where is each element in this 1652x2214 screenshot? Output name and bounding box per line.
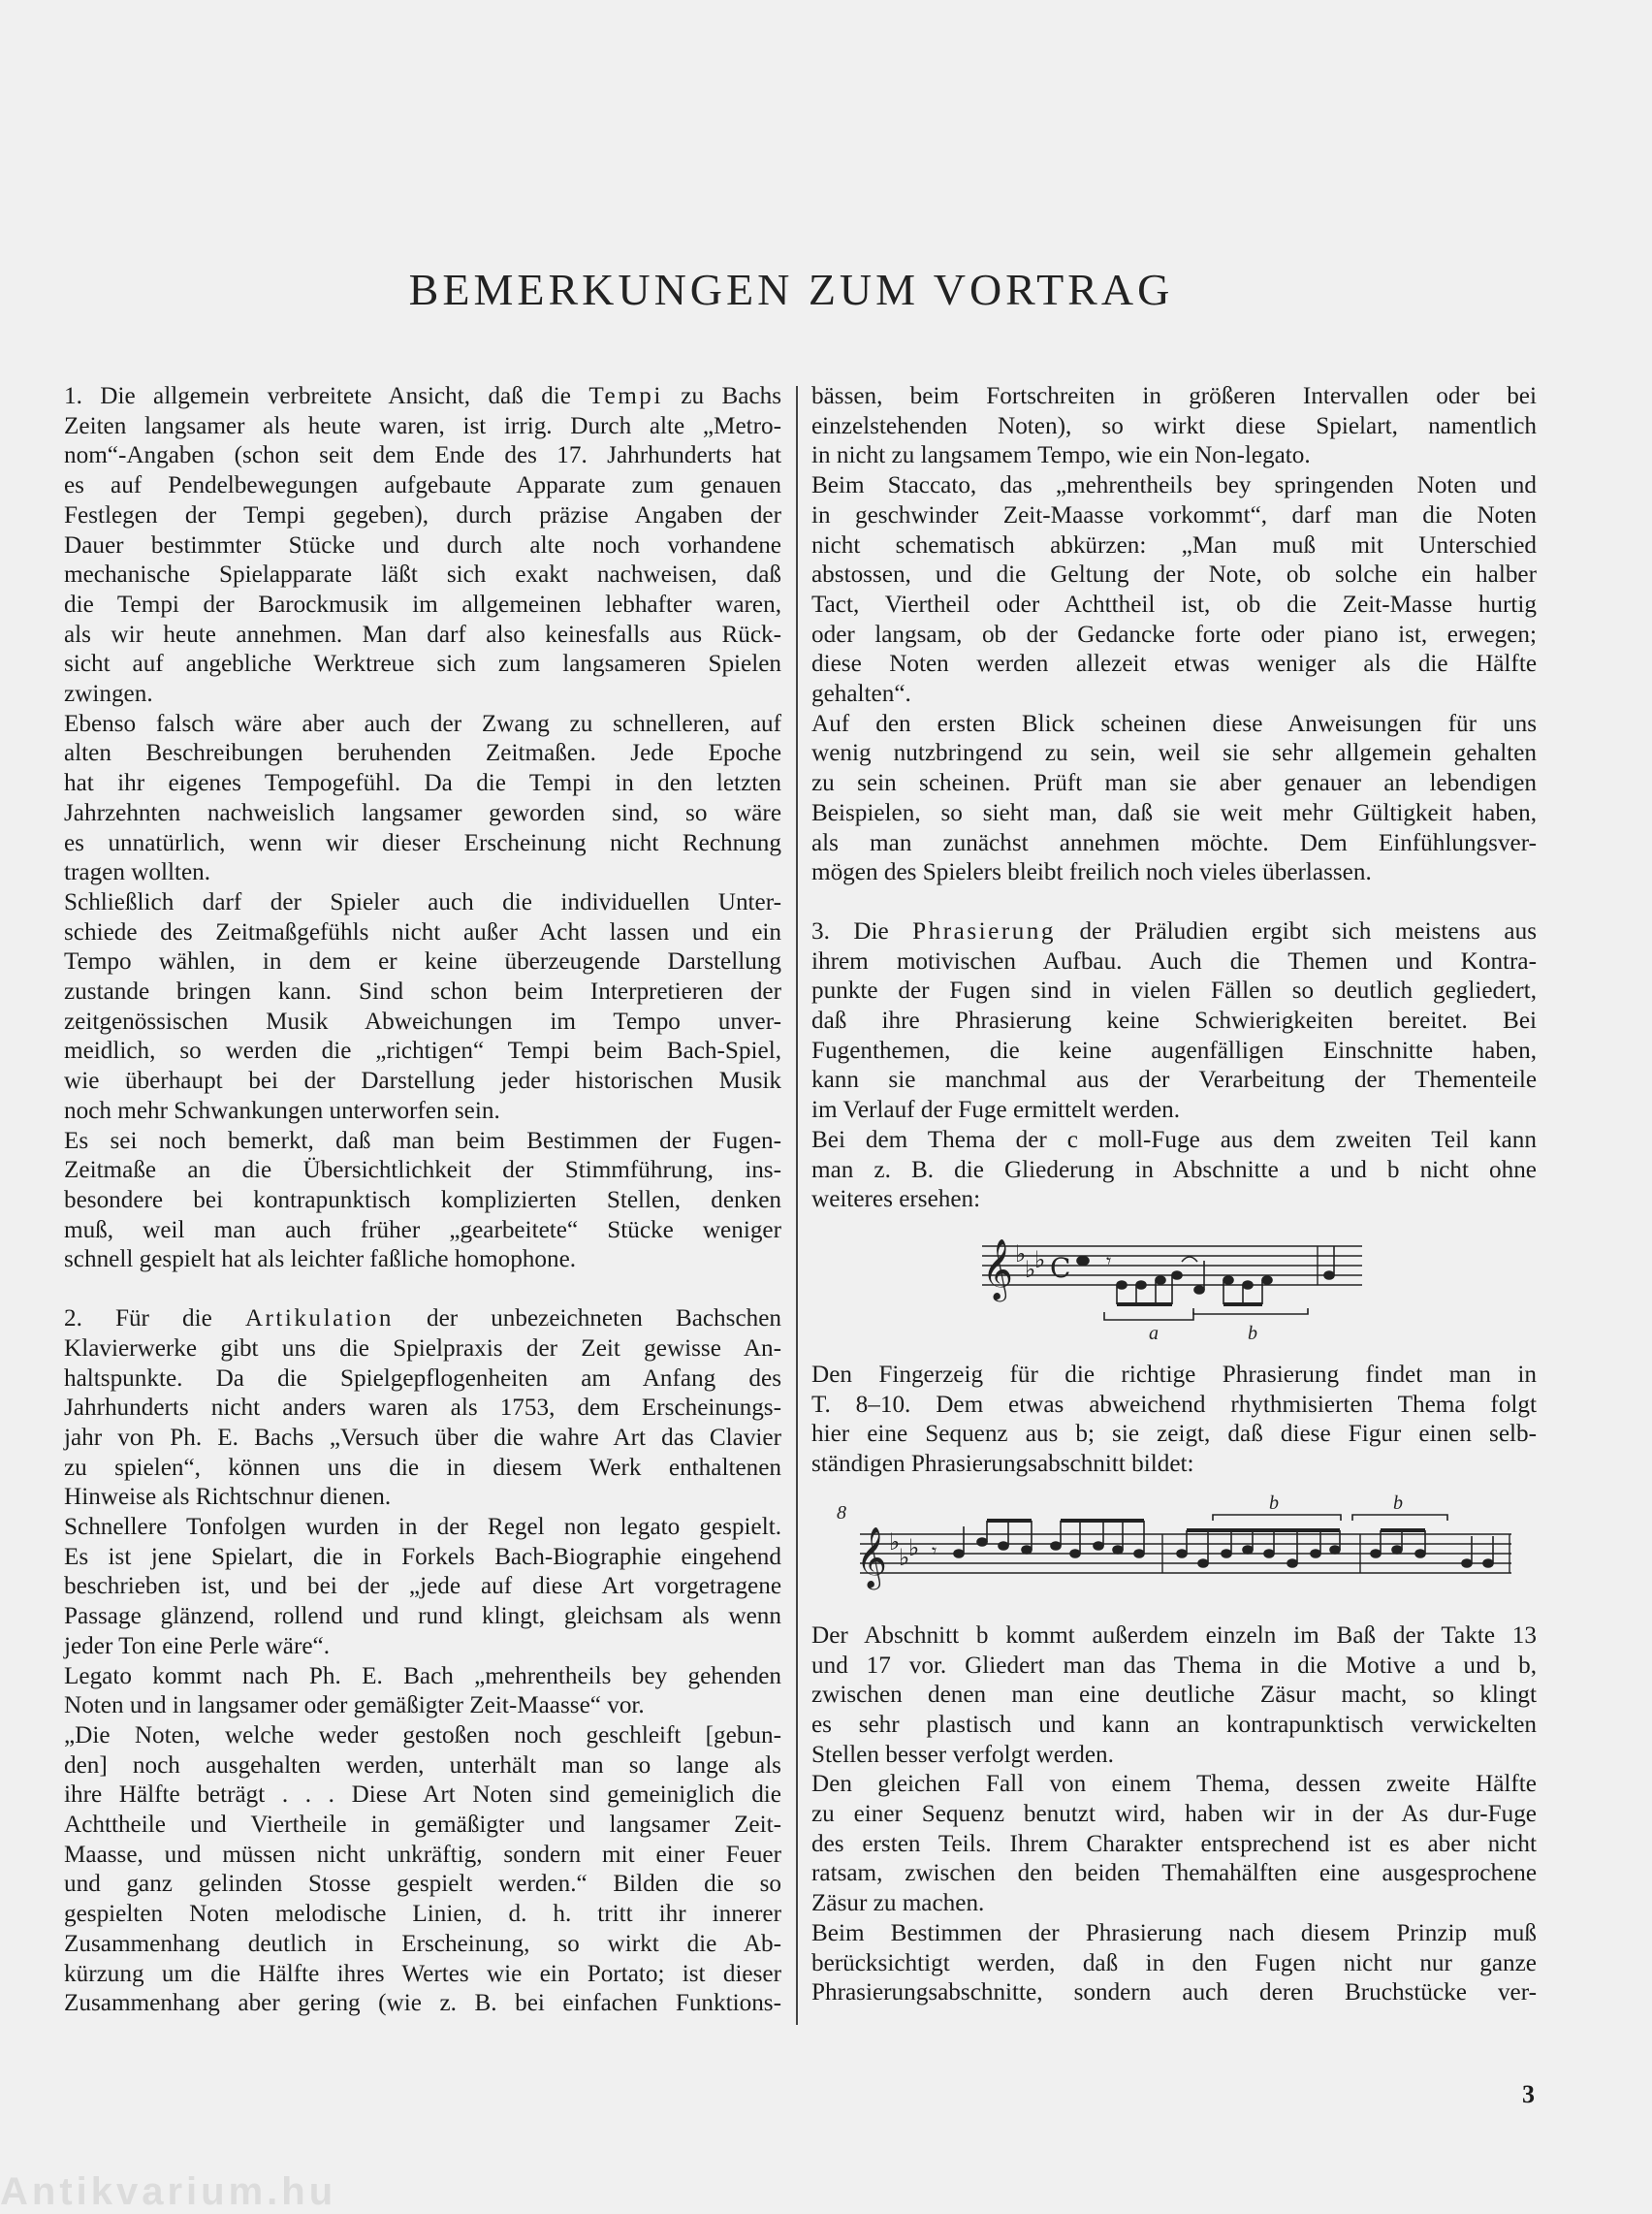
- text-line: als wir heute annehmen. Man darf also keinesfalls aus Rück-: [64, 621, 781, 648]
- text-line: Es ist jene Spielart, die in Forkels Bach-Biographie eingehend: [64, 1543, 781, 1570]
- text-line: Zeiten langsamer als heute waren, ist irrig. Durch alte „Metro-: [64, 412, 781, 439]
- svg-text:♭: ♭: [889, 1527, 901, 1556]
- svg-text:𝄞: 𝄞: [982, 1237, 1013, 1300]
- text-line: hat ihr eigenes Tempogefühl. Da die Tempi in den letzten: [64, 770, 781, 797]
- text-line: Auf den ersten Blick scheinen diese Anweisungen für uns: [811, 710, 1537, 737]
- text-line: mögen des Spielers bleibt freilich noch vieles überlassen.: [811, 859, 1372, 886]
- text-line: Den gleichen Fall von einem Thema, dessen zweite Hälfte: [811, 1771, 1537, 1798]
- right-column: [811, 382, 1537, 2008]
- text-line: Beim Bestimmen der Phrasierung nach diesem Prinzip muß: [811, 1919, 1537, 1946]
- text-line: zu sein scheinen. Prüft man sie aber genauer an lebendigen: [811, 770, 1537, 797]
- paragraph-gap: [811, 888, 1537, 917]
- text-line: Zusammenhang deutlich in Erscheinung, so wirkt die Ab-: [64, 1930, 781, 1957]
- text-line: abstossen, und die Geltung der Note, ob solche ein halber: [811, 562, 1537, 589]
- text-line: sicht auf angebliche Werktreue sich zum langsameren Spielen: [64, 651, 781, 678]
- text-line: Stellen besser verfolgt werden.: [811, 1741, 1114, 1768]
- text-line: ratsam, zwischen den beiden Themahälften eine ausgesprochene: [811, 1860, 1537, 1887]
- text-line: diese Noten werden allezeit etwas weniger als die Hälfte: [811, 651, 1537, 678]
- text-line: Dauer bestimmter Stücke und durch alte noch vorhandene: [64, 531, 781, 559]
- text-line: „Die Noten, welche weder gestoßen noch geschleift [gebun-: [64, 1721, 781, 1749]
- text-line: den] noch ausgehalten werden, unterhält man so lange als: [64, 1751, 781, 1779]
- text-line: nicht schematisch abkürzen: „Man muß mit Unterschied: [811, 531, 1537, 559]
- text-line: gespielten Noten melodische Linien, d. h. tritt ihr innerer: [64, 1901, 781, 1928]
- text-line: Festlegen der Tempi gegeben), durch präzise Angaben der: [64, 501, 781, 529]
- text-line: Passage glänzend, rollend und rund klingt, gleichsam als wenn: [64, 1603, 781, 1630]
- text-line: zeitgenössischen Musik Abweichungen im Tempo unver-: [64, 1008, 781, 1035]
- text-line: mechanische Spielapparate läßt sich exakt nachweisen, daß: [64, 562, 781, 589]
- text-line: meidlich, so werden die „richtigen“ Tempi beim Bach-Spiel,: [64, 1038, 781, 1065]
- text-line: in geschwinder Zeit-Maasse vorkommt“, darf man die Noten: [811, 501, 1537, 529]
- paragraph-gap: [64, 1275, 781, 1304]
- page-title: BEMERKUNGEN ZUM VORTRAG: [408, 265, 1174, 314]
- text-line: zustande bringen kann. Sind schon beim Interpretieren der: [64, 979, 781, 1006]
- page-number: 3: [1522, 2080, 1535, 2108]
- text-line: Noten und in langsamer oder gemäßigter Zeit-Maasse“ vor.: [64, 1692, 645, 1719]
- text-line: es auf Pendelbewegungen aufgebaute Apparate zum genauen: [64, 472, 781, 499]
- text-line: ihre Hälfte beträgt . . . Diese Art Noten sind gemeiniglich die: [64, 1781, 781, 1809]
- text-line: zwischen denen man eine deutliche Zäsur macht, so klingt: [811, 1682, 1537, 1709]
- text-line: hier eine Sequenz aus b; sie zeigt, daß diese Figur einen selb-: [811, 1421, 1537, 1448]
- music-example-fugue-theme: [978, 1227, 1366, 1341]
- text-line: Es sei noch bemerkt, daß man beim Bestimmen der Fugen-: [64, 1127, 781, 1154]
- text-line: nom“-Angaben (schon seit dem Ende des 17. Jahrhunderts hat: [64, 442, 781, 469]
- text-line: Tempo wählen, in dem er keine überzeugende Darstellung: [64, 948, 781, 976]
- text-line: T. 8–10. Dem etwas abweichend rhythmisierten Thema folgt: [811, 1391, 1537, 1418]
- svg-text:𝄞: 𝄞: [856, 1525, 887, 1588]
- svg-text:𝄾: 𝄾: [1106, 1250, 1112, 1272]
- text-line: Achttheile und Viertheile in gemäßigter und langsamer Zeit-: [64, 1812, 781, 1839]
- svg-text:C: C: [1050, 1251, 1071, 1284]
- svg-text:𝄾: 𝄾: [932, 1540, 937, 1562]
- text-line: zwingen.: [64, 681, 153, 708]
- text-line: jeder Ton eine Perle wäre“.: [64, 1632, 330, 1659]
- text-line: und 17 vor. Gliedert man das Thema in die Motive a und b,: [811, 1652, 1537, 1679]
- svg-text:♭: ♭: [899, 1543, 910, 1571]
- text-line: man z. B. die Gliederung in Abschnitte a und b nicht ohne: [811, 1156, 1537, 1183]
- text-line: wenig nutzbringend zu sein, weil sie sehr allgemein gehalten: [811, 740, 1537, 767]
- motif-label-b: b: [1248, 1322, 1257, 1341]
- music-example-measures-8-10: [837, 1492, 1515, 1600]
- svg-text:♭: ♭: [1015, 1239, 1027, 1267]
- text-line: Tact, Viertheil oder Achttheil ist, ob die Zeit-Masse hurtig: [811, 591, 1537, 618]
- text-line: Schnellere Tonfolgen wurden in der Regel non legato gespielt.: [64, 1514, 781, 1541]
- text-line: beschrieben ist, und bei der „jede auf diese Art vorgetragene: [64, 1573, 781, 1600]
- text-line: zu einer Sequenz benutzt wird, haben wir in der As dur-Fuge: [811, 1801, 1537, 1828]
- text-line: muß, weil man auch früher „gearbeitete“ Stücke weniger: [64, 1216, 781, 1243]
- text-line: bässen, beim Fortschreiten in größeren Intervallen oder bei: [811, 383, 1537, 409]
- text-line: besondere bei kontrapunktisch komplizierten Stellen, denken: [64, 1186, 781, 1213]
- svg-text:♭: ♭: [908, 1533, 920, 1561]
- measure-number: 8: [837, 1501, 846, 1524]
- text-line: Schließlich darf der Spieler auch die individuellen Unter-: [64, 888, 781, 915]
- text-line: tragen wollten.: [64, 859, 211, 886]
- text-line: oder langsam, ob der Gedancke forte oder piano ist, erwegen;: [811, 621, 1537, 648]
- svg-text:♭: ♭: [1034, 1245, 1046, 1273]
- text-line: schiede des Zeitmaßgefühls nicht außer Acht lassen und ein: [64, 918, 781, 946]
- text-line: Jahrzehnten nachweislich langsamer geworden sind, so wäre: [64, 799, 781, 826]
- text-line: Jahrhunderts nicht anders waren als 1753, dem Erscheinungs-: [64, 1395, 781, 1422]
- text-line: punkte der Fugen sind in vielen Fällen so deutlich gegliedert,: [811, 978, 1537, 1005]
- text-line: Ebenso falsch wäre aber auch der Zwang zu schnelleren, auf: [64, 710, 781, 737]
- text-line: Legato kommt nach Ph. E. Bach „mehrentheils bey gehenden: [64, 1662, 781, 1689]
- text-line: Phrasierungsabschnitte, sondern auch deren Bruchstücke ver-: [811, 1979, 1537, 2006]
- text-line: schnell gespielt hat als leichter faßliche homophone.: [64, 1246, 577, 1273]
- text-line: ständigen Phrasierungsabschnitt bildet:: [811, 1451, 1194, 1478]
- text-line: zu spielen“, können uns die in diesem Werk enthaltenen: [64, 1454, 781, 1481]
- text-line: in nicht zu langsamem Tempo, wie ein Non-legato.: [811, 442, 1311, 469]
- text-line: Zäsur zu machen.: [811, 1890, 985, 1917]
- text-line: es sehr plastisch und kann an kontrapunktisch verwickelten: [811, 1711, 1537, 1738]
- text-line: des ersten Teils. Ihrem Charakter entsprechend ist es aber nicht: [811, 1830, 1537, 1857]
- text-line: im Verlauf der Fuge ermittelt werden.: [811, 1097, 1181, 1124]
- text-line: Klavierwerke gibt uns die Spielpraxis der Zeit gewisse An-: [64, 1334, 781, 1362]
- text-line: Fugenthemen, die keine augenfälligen Einschnitte haben,: [811, 1037, 1537, 1064]
- text-line: Zeitmaße an die Übersichtlichkeit der Stimmführung, ins-: [64, 1157, 781, 1184]
- text-line: haltspunkte. Da die Spielgepflogenheiten am Anfang des: [64, 1364, 781, 1392]
- watermark: Antikvarium.hu: [0, 2170, 337, 2213]
- text-line: die Tempi der Barockmusik im allgemeinen lebhafter waren,: [64, 591, 781, 618]
- text-line: kürzung um die Hälfte ihres Wertes wie ein Portato; ist dieser: [64, 1960, 781, 1987]
- text-line: kann sie manchmal aus der Verarbeitung der Thementeile: [811, 1067, 1537, 1094]
- paragraph-artikulation: 2. Für die Artikulation der unbezeichneten Bachschen: [64, 1305, 781, 1332]
- text-line: Beispielen, so sieht man, daß sie weit mehr Gültigkeit haben,: [811, 799, 1537, 826]
- text-line: daß ihre Phrasierung keine Schwierigkeiten bereitet. Bei: [811, 1008, 1537, 1035]
- text-line: Der Abschnitt b kommt außerdem einzeln im Baß der Takte 13: [811, 1621, 1537, 1649]
- text-line: Beim Staccato, das „mehrentheils bey springenden Noten und: [811, 472, 1537, 499]
- text-line: wie überhaupt bei der Darstellung jeder historischen Musik: [64, 1068, 781, 1095]
- text-line: gehalten“.: [811, 681, 911, 708]
- text-line: weiteres ersehen:: [811, 1186, 981, 1213]
- motif-label-b: b: [1393, 1492, 1403, 1514]
- text-line: Maasse, und müssen nicht unkräftig, sondern mit einer Feuer: [64, 1841, 781, 1868]
- text-line: als man zunächst annehmen möchte. Dem Einfühlungsver-: [811, 829, 1537, 856]
- paragraph-tempi: 1. Die allgemein verbreitete Ansicht, daß die Tempi zu Bachs: [64, 383, 781, 409]
- text-line: Zusammenhang aber gering (wie z. B. bei einfachen Funktions-: [64, 1990, 781, 2017]
- motif-label-b: b: [1269, 1492, 1279, 1514]
- text-line: Den Fingerzeig für die richtige Phrasierung findet man in: [811, 1361, 1537, 1388]
- text-line: noch mehr Schwankungen unterworfen sein.: [64, 1097, 500, 1124]
- motif-label-a: a: [1149, 1322, 1159, 1341]
- text-line: ihrem motivischen Aufbau. Auch die Themen und Kontra-: [811, 947, 1537, 975]
- text-line: berücksichtigt werden, daß in den Fugen nicht nur ganze: [811, 1949, 1537, 1976]
- text-line: alten Beschreibungen beruhenden Zeitmaßen. Jede Epoche: [64, 740, 781, 767]
- text-line: und ganz gelinden Stosse gespielt werden.“ Bilden die so: [64, 1871, 781, 1898]
- text-line: Hinweise als Richtschnur dienen.: [64, 1484, 392, 1511]
- paragraph-phrasierung: 3. Die Phrasierung der Präludien ergibt sich meistens aus: [811, 917, 1537, 945]
- text-line: Bei dem Thema der c moll-Fuge aus dem zweiten Teil kann: [811, 1126, 1537, 1153]
- text-line: es unnatürlich, wenn wir dieser Erscheinung nicht Rechnung: [64, 829, 781, 856]
- svg-text:♭: ♭: [1025, 1255, 1036, 1283]
- left-column: [64, 382, 781, 2019]
- column-divider: [796, 386, 798, 2025]
- text-line: jahr von Ph. E. Bachs „Versuch über die wahre Art das Clavier: [64, 1424, 781, 1451]
- text-line: einzelstehenden Noten), so wirkt diese Spielart, namentlich: [811, 412, 1537, 439]
